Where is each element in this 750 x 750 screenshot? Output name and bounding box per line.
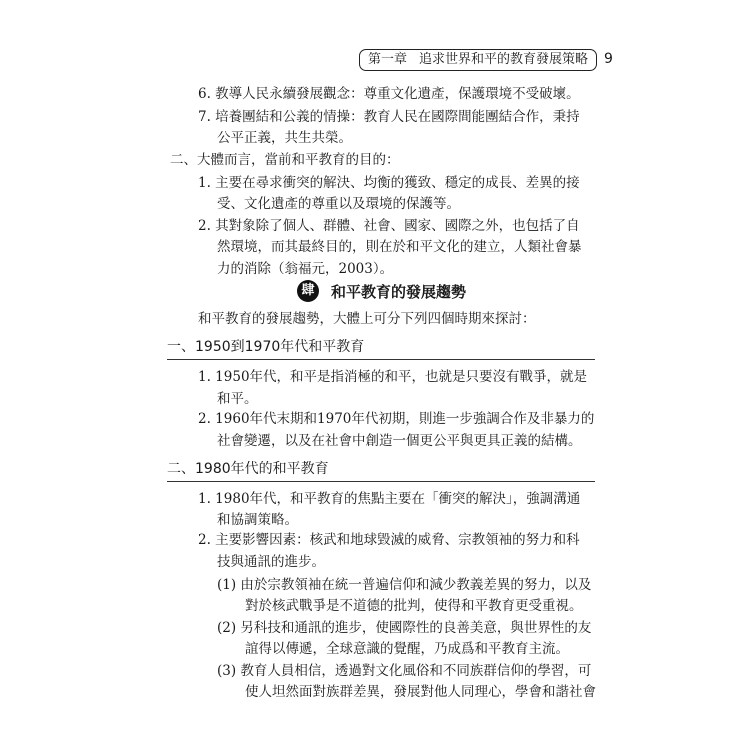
sub-item-cont: 對於核武戰爭是不道德的批判，使得和平教育更受重視。 [245, 598, 583, 614]
list-item-cont: 受、文化遺產的尊重以及環境的保護等。 [217, 196, 460, 212]
list-item-cont: 和平。 [217, 391, 258, 407]
list-item-cont: 技與通訊的進步。 [217, 554, 325, 570]
chapter-header-box [359, 49, 597, 71]
section-intro: 和平教育的發展趨勢，大體上可分下列四個時期來探討： [198, 311, 536, 327]
sub-item: (1) 由於宗教領袖在統一普遍信仰和減少教義差異的努力，以及 [217, 577, 592, 593]
running-header [359, 49, 597, 71]
chapter-title: 追求世界和平的教育發展策略 [418, 52, 588, 67]
list-item-cont: 社會變遷，以及在社會中創造一個更公平與更具正義的結構。 [217, 433, 582, 449]
list-item: 1. 1950年代，和平是指消極的和平，也就是只要沒有戰爭，就是 [198, 369, 588, 385]
list-item-cont: 和協調策略。 [217, 512, 298, 528]
chapter-label: 第一章 [367, 52, 407, 67]
section-two-heading: 二、大體而言，當前和平教育的目的： [170, 152, 400, 168]
period-heading-2: 二、1980年代的和平教育 [167, 461, 329, 477]
list-item: 1. 主要在尋求衝突的解決、均衡的獲致、穩定的成長、差異的接 [198, 175, 580, 191]
section-heading: 和平教育的發展趨勢 [331, 282, 467, 301]
page-number: 9 [604, 51, 613, 67]
section-number-badge: 肆 [297, 280, 319, 302]
list-item: 2. 1960年代末期和1970年代初期，則進一步強調合作及非暴力的 [198, 411, 595, 427]
heading-underline [167, 481, 595, 482]
list-item: 2. 主要影響因素：核武和地球毀滅的威脅、宗教領袖的努力和科 [198, 532, 580, 548]
list-item-6: 6. 教導人民永續發展觀念：尊重文化遺產，保護環境不受破壞。 [198, 86, 580, 102]
period-heading-1: 一、1950到1970年代和平教育 [167, 339, 365, 355]
section-title [297, 280, 466, 302]
list-item-cont: 力的消除（翁福元，2003）。 [217, 261, 394, 277]
sub-item: (3) 教育人員相信，透過對文化風俗和不同族群信仰的學習，可 [217, 663, 592, 679]
list-item: 1. 1980年代，和平教育的焦點主要在「衝突的解決」，強調溝通 [198, 491, 581, 507]
sub-item-cont: 使人坦然面對族群差異，發展對他人同理心，學會和諧社會 [245, 684, 596, 700]
heading-underline [167, 359, 595, 360]
sub-item-cont: 誼得以傳遞，全球意識的覺醒，乃成爲和平教育主流。 [245, 641, 569, 657]
list-item-cont: 然環境，而其最終目的，則在於和平文化的建立，人類社會暴 [217, 239, 582, 255]
sub-item: (2) 另科技和通訊的進步，使國際性的良善美意，與世界性的友 [217, 620, 592, 636]
list-item-7-cont: 公平正義，共生共榮。 [217, 130, 352, 146]
list-item-7: 7. 培養團結和公義的情操：教育人民在國際間能團結合作，秉持 [198, 109, 580, 125]
list-item: 2. 其對象除了個人、群體、社會、國家、國際之外，也包括了自 [198, 218, 580, 234]
